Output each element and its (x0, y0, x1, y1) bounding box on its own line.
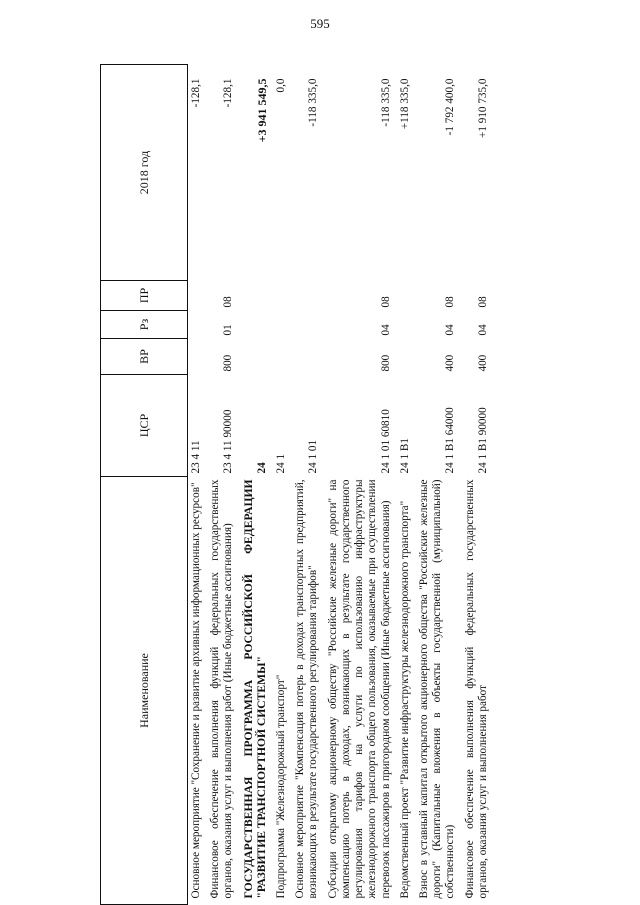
cell-vr: 800 (379, 354, 392, 372)
cell-pr: 08 (379, 296, 392, 308)
cell-sum: -128,1 (190, 78, 202, 108)
cell-pr: 08 (222, 296, 235, 308)
cell-sum: -1 792 400,0 (444, 78, 457, 136)
cell-vr: 800 (222, 354, 235, 372)
cell-name: Основное мероприятие "Компенсация потерь в доходах транспортных предприятий, возникающих в результате государственного регулирования тарифов" (294, 479, 320, 899)
cell-sum: -118 335,0 (307, 78, 320, 127)
page-number: 595 (310, 16, 330, 31)
header-rz: Рз (101, 311, 188, 339)
cell-pr (292, 281, 324, 311)
cell-name: Подпрограмма "Железнодорожный транспорт" (275, 674, 287, 899)
table-row (188, 65, 208, 905)
cell-rz (240, 311, 273, 339)
rotated-page (100, 65, 620, 905)
cell-sum: -118 335,0 (379, 78, 392, 127)
cell-rz (292, 311, 324, 339)
cell-pr: 08 (444, 296, 457, 308)
cell-rz: 01 (222, 324, 235, 336)
cell-csr: 24 1 B1 64000 (444, 407, 457, 474)
cell-rz (273, 311, 292, 339)
cell-sum: +3 941 549,5 (254, 78, 269, 143)
cell-vr (240, 339, 273, 375)
table-row (273, 65, 292, 905)
cell-sum: +1 910 735,0 (476, 78, 489, 138)
cell-csr: 24 1 (275, 453, 287, 474)
cell-vr (188, 339, 208, 375)
cell-name: Финансовое обеспечение выполнения функций федеральных государственных органов, оказания услуг и выполнения работ (Иные бюджетные ассигнования) (209, 479, 235, 899)
cell-sum: +118 335,0 (398, 78, 411, 130)
cell-rz: 04 (444, 324, 457, 336)
table-row (397, 65, 416, 905)
cell-pr: 08 (476, 296, 489, 308)
cell-vr (397, 339, 416, 375)
header-vr: ВР (101, 339, 188, 375)
cell-csr: 24 1 01 60810 (379, 409, 392, 474)
cell-csr: 24 1 B1 90000 (476, 407, 489, 474)
table-row (292, 65, 324, 905)
table-row (416, 65, 462, 905)
cell-pr (188, 281, 208, 311)
cell-pr (397, 281, 416, 311)
header-csr: ЦСР (101, 375, 188, 477)
cell-vr (273, 339, 292, 375)
cell-sum: 0,0 (275, 78, 287, 93)
cell-rz: 04 (476, 324, 489, 336)
cell-name: Финансовое обеспечение выполнения функций федеральных государственных органов, оказания услуг и выполнения работ (463, 479, 489, 899)
header-pr: ПР (101, 281, 188, 311)
header-row (101, 65, 188, 905)
cell-vr (292, 339, 324, 375)
budget-table (100, 64, 494, 905)
table-row (207, 65, 239, 905)
cell-name: Взнос в уставный капитал открытого акционерного общества "Российские железные дороги" (Капитальные вложения в объекты государственной (муниципальной) собственности) (417, 479, 457, 899)
table-body (188, 65, 495, 905)
cell-csr: 23 4 11 (190, 440, 202, 474)
cell-rz: 04 (379, 324, 392, 336)
cell-csr: 24 1 01 (307, 439, 320, 474)
cell-rz (188, 311, 208, 339)
header-name: Наименование (101, 477, 188, 905)
cell-pr (273, 281, 292, 311)
cell-pr (240, 281, 273, 311)
cell-sum: -128,1 (222, 78, 235, 108)
cell-rz (397, 311, 416, 339)
header-sum: 2018 год (101, 65, 188, 281)
cell-vr: 400 (476, 354, 489, 372)
cell-name: Субсидии открытому акционерному обществу "Российские железные дороги" на компенсацию потерь в доходах, возникающих в результате государственного регулирования тарифов на услуги по использованию инфраструктуры железнодорожного транспорта общего пользования, оказываемые при осуществлении перевозок пассажиров в пригородном сообщении (Иные бюджетные ассигнования) (326, 479, 392, 899)
cell-vr: 400 (444, 354, 457, 372)
cell-name: ГОСУДАРСТВЕННАЯ ПРОГРАММА РОССИЙСКОЙ ФЕДЕРАЦИИ "РАЗВИТИЕ ТРАНСПОРТНОЙ СИСТЕМЫ" (241, 479, 269, 899)
cell-name: Основное мероприятие "Сохранение и развитие архивных информационных ресурсов" (190, 482, 202, 899)
cell-name: Ведомственный проект "Развитие инфраструктуры железнодорожного транспорта" (398, 500, 411, 899)
cell-csr: 23 4 11 90000 (222, 409, 235, 474)
table-row (240, 65, 273, 905)
table-row (462, 65, 494, 905)
table-row (325, 65, 397, 905)
cell-csr: 24 1 B1 (398, 438, 411, 474)
cell-csr: 24 (255, 462, 268, 474)
